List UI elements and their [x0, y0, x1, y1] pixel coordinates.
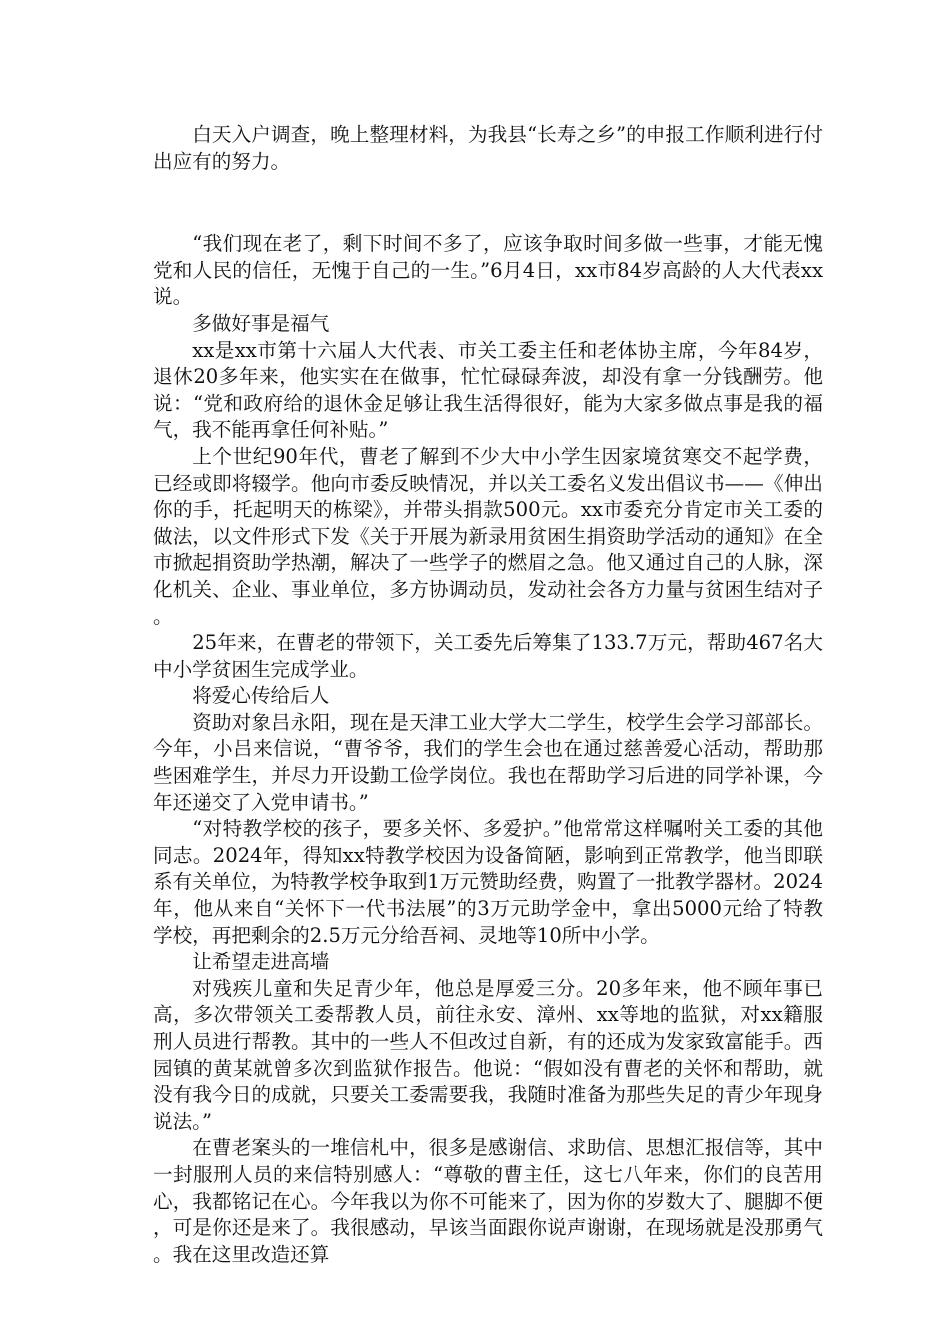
paragraph: xx是xx市第十六届人大代表、市关工委主任和老体协主席，今年84岁，退休20多年来，他实实在在做事，忙忙碌碌奔波，却没有拿一分钱酬劳。他说：“党和政府给的退休金足够让我生活得很好，能为大家多做点事是我的福气，我不能再拿任何补贴。” — [153, 338, 823, 442]
section-heading: 多做好事是福气 — [192, 311, 330, 335]
paragraph: 资助对象吕永阳，现在是天津工业大学大二学生，校学生会学习部部长。今年，小吕来信说，“曹爷爷，我们的学生会也在通过慈善爱心活动，帮助那些困难学生，并尽力开设勤工俭学岗位。我也在帮助学习后进的同学补课，今年还递交了入党申请书。” — [153, 710, 823, 814]
paragraph: 25年来，在曹老的带领下，关工委先后筹集了133.7万元，帮助467名大中小学贫困生完成学业。 — [153, 631, 823, 681]
document-body — [153, 122, 823, 1268]
section-heading: 让希望走进高墙 — [192, 950, 330, 974]
paragraph: 对残疾儿童和失足青少年，他总是厚爱三分。20多年来，他不顾年事已高，多次带领关工委帮教人员，前往永安、漳州、xx等地的监狱，对xx籍服刑人员进行帮教。其中的一些人不但改过自新，有的还成为发家致富能手。西园镇的黄某就曾多次到监狱作报告。他说：“假如没有曹老的关怀和帮助，就没有我今日的成就，只要关工委需要我，我随时准备为那些失足的青少年现身说法。” — [153, 976, 823, 1133]
paragraph: 在曹老案头的一堆信札中，很多是感谢信、求助信、思想汇报信等，其中一封服刑人员的来信特别感人：“尊敬的曹主任，这七八年来，你们的良苦用心，我都铭记在心。今年我以为你不可能来了，因为你的岁数大了、腿脚不便，可是你还是来了。我很感动，早该当面跟你说声谢谢，在现场就是没那勇气。我在这里改造还算 — [153, 1136, 823, 1266]
paragraph: “对特教学校的孩子，要多关怀、多爱护。”他常常这样嘱咐关工委的其他同志。2024年，得知xx特教学校因为设备简陋，影响到正常教学，他当即联系有关单位，为特教学校争取到1万元赞助经费，购置了一批教学器材。2024年，他从来自“关怀下一代书法展”的3万元助学金中，拿出5000元给了特教学校，再把剩余的2.5万元分给吾祠、灵地等10所中小学。 — [153, 817, 823, 947]
section-gap — [153, 175, 823, 231]
paragraph: 上个世纪90年代，曹老了解到不少大中小学生因家境贫寒交不起学费，已经或即将辍学。他向市委反映情况，并以关工委名义发出倡议书——《伸出你的手，托起明天的栋梁》，并带头捐款500元。xx市委充分肯定市关工委的做法，以文件形式下发《关于开展为新录用贫困生捐资助学活动的通知》在全市掀起捐资助学热潮，解决了一些学子的燃眉之急。他又通过自己的人脉，深化机关、企业、事业单位，多方协调动员，发动社会各方力量与贫困生结对子。 — [153, 444, 823, 628]
section-heading: 将爱心传给后人 — [192, 684, 330, 708]
paragraph: 白天入户调查，晚上整理材料，为我县“长寿之乡”的申报工作顺利进行付出应有的努力。 — [153, 123, 823, 173]
paragraph: “我们现在老了，剩下时间不多了，应该争取时间多做一些事，才能无愧党和人民的信任，无愧于自己的一生。”6月4日，xx市84岁高龄的人大代表xx说。 — [153, 232, 824, 309]
